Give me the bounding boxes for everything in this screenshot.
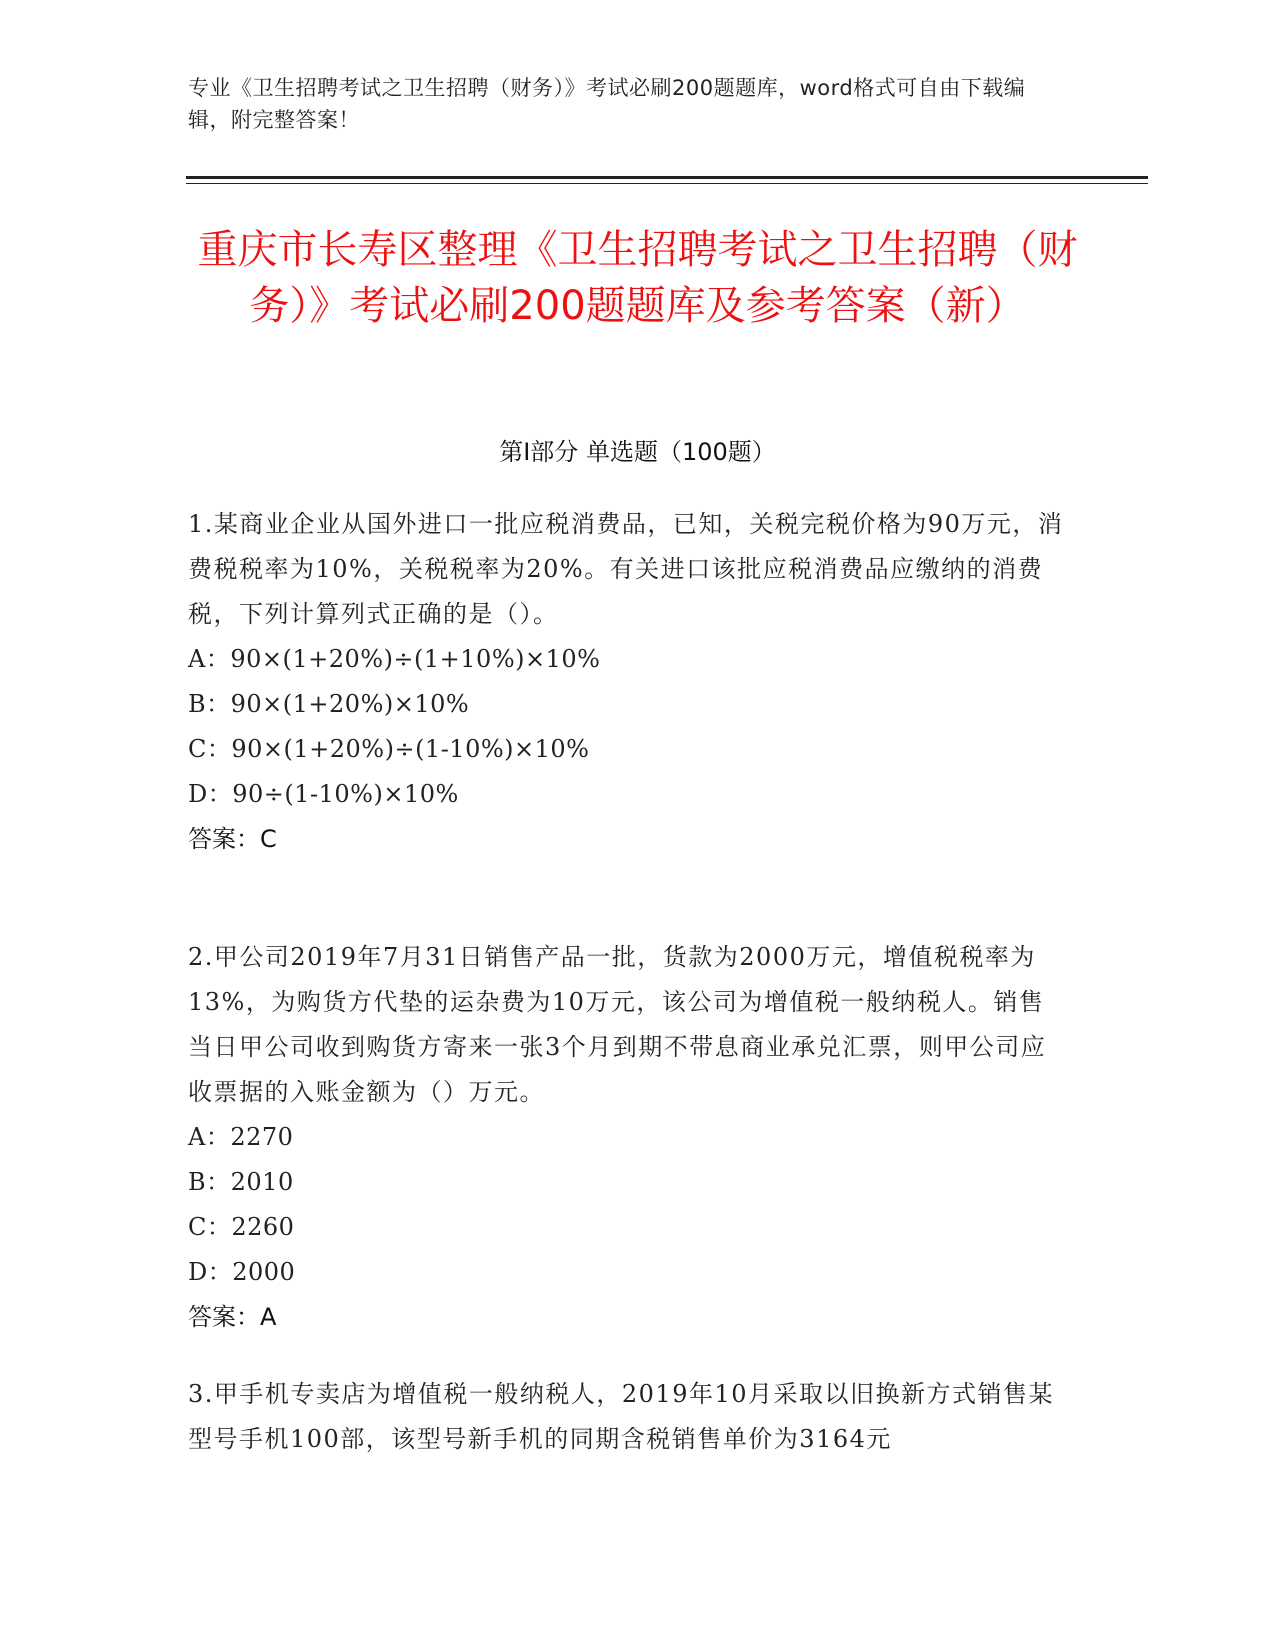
question-1 — [188, 502, 1068, 862]
option-d: D：90÷(1-10%)×10% — [188, 780, 459, 808]
option-c: C：90×(1+20%)÷(1-10%)×10% — [188, 735, 590, 763]
header-divider-thin — [186, 183, 1148, 184]
question-stem: 1.某商业企业从国外进口一批应税消费品，已知，关税完税价格为90万元，消费税税率为10%，关税税率为20%。有关进口该批应税消费品应缴纳的消费税，下列计算列式正确的是（）。 — [188, 510, 1064, 628]
option-b: B：2010 — [188, 1168, 294, 1196]
header-divider-thick — [186, 176, 1148, 179]
option-a: A：90×(1+20%)÷(1+10%)×10% — [188, 645, 601, 673]
section-title: 第I部分 单选题（100题） — [499, 438, 776, 466]
question-stem: 2.甲公司2019年7月31日销售产品一批，货款为2000万元，增值税税率为13%，为购货方代垫的运杂费为10万元，该公司为增值税一般纳税人。销售当日甲公司收到购货方寄来一张3个月到期不带息商业承兑汇票，则甲公司应收票据的入账金额为（）万元。 — [188, 943, 1047, 1106]
option-d: D：2000 — [188, 1258, 296, 1286]
question-3 — [188, 1372, 1068, 1462]
answer: 答案：A — [188, 1303, 277, 1331]
question-2 — [188, 935, 1068, 1340]
answer: 答案：C — [188, 825, 277, 853]
option-a: A：2270 — [188, 1123, 294, 1151]
question-stem: 3.甲手机专卖店为增值税一般纳税人，2019年10月采取以旧换新方式销售某型号手机100部，该型号新手机的同期含税销售单价为3164元 — [188, 1380, 1055, 1453]
document-title: 重庆市长寿区整理《卫生招聘考试之卫生招聘（财务）》考试必刷200题题库及参考答案（新） — [197, 227, 1078, 329]
option-b: B：90×(1+20%)×10% — [188, 690, 470, 718]
header-note: 专业《卫生招聘考试之卫生招聘（财务）》考试必刷200题题库，word格式可自由下载编辑，附完整答案！ — [188, 76, 1026, 132]
option-c: C：2260 — [188, 1213, 295, 1241]
